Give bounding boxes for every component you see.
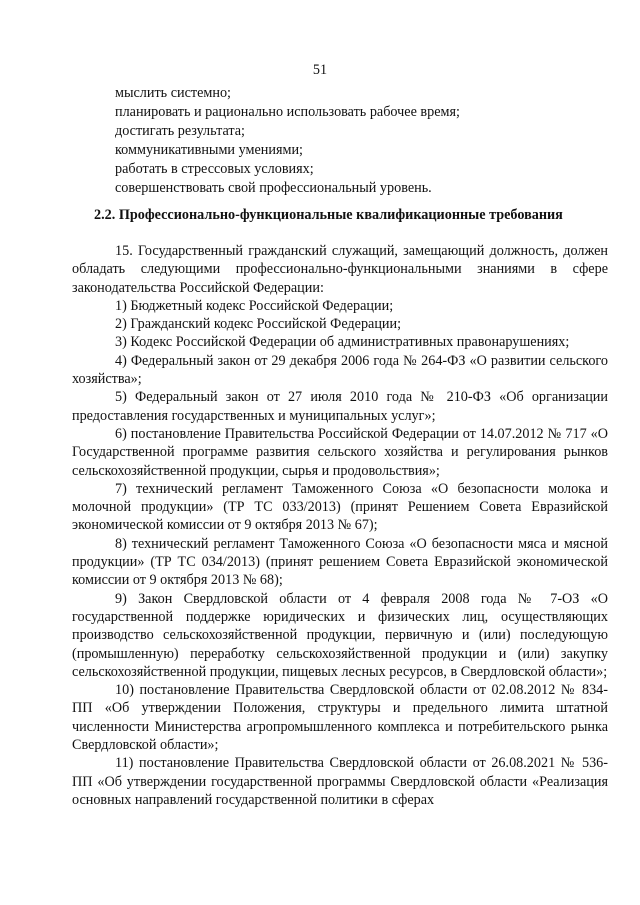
list-item: 4) Федеральный закон от 29 декабря 2006 года № 264-ФЗ «О развитии сельского хозяйства»;	[72, 352, 608, 388]
skill-item: совершенствовать свой профессиональный уровень.	[115, 180, 432, 196]
list-item: 8) технический регламент Таможенного Союза «О безопасности мяса и мясной продукции» (ТР ТС 034/2013) (принят решением Совета Евразийской экономической комиссии от 9 октября 2013 № 68);	[72, 535, 608, 589]
skill-item: достигать результата;	[115, 123, 245, 139]
list-item: 6) постановление Правительства Российской Федерации от 14.07.2012 № 717 «О Государственной программе развития сельского хозяйства и регулирования рынков сельскохозяйственной продукции, сырья и продовольствия»;	[72, 425, 608, 479]
list-item: 2) Гражданский кодекс Российской Федерации;	[115, 316, 402, 333]
skill-item: коммуникативными умениями;	[115, 142, 303, 158]
list-item: 1) Бюджетный кодекс Российской Федерации;	[115, 297, 394, 314]
list-item: 3) Кодекс Российской Федерации об административных правонарушениях;	[115, 334, 570, 351]
paragraph: 15. Государственный гражданский служащий, замещающий должность, должен обладать следующими профессионально-функциональными знаниями в сфере законодательства Российской Федерации:	[72, 243, 608, 296]
skill-item: работать в стрессовых условиях;	[115, 161, 314, 177]
document-body	[72, 242, 608, 809]
list-item: 7) технический регламент Таможенного Союза «О безопасности молока и молочной продукции» (ТР ТС 033/2013) (принят Решением Совета Евразийской экономической комиссии от 9 октября 2013 № 67);	[72, 480, 608, 534]
skills-list	[115, 84, 575, 198]
section-heading: 2.2. Профессионально-функциональные квалификационные требования	[94, 207, 563, 223]
list-item: 11) постановление Правительства Свердловской области от 26.08.2021 № 536-ПП «Об утверждении государственной программы Свердловской области «Реализация основных направлений государственной политики в сферах	[72, 755, 608, 808]
skill-item: мыслить системно;	[115, 85, 231, 101]
page-number: 51	[312, 62, 328, 78]
list-item: 9) Закон Свердловской области от 4 февраля 2008 года № 7-ОЗ «О государственной поддержке юридических и физических лиц, осуществляющих производство сельскохозяйственной продукции, первичную и (или) последующую (промышленную) переработку сельскохозяйственной продукции и (или) закупку сельскохозяйственной продукции, пищевых лесных ресурсов, в Свердловской области»;	[72, 590, 608, 680]
list-item: 10) постановление Правительства Свердловской области от 02.08.2012 № 834-ПП «Об утверждении Положения, структуры и предельного лимита штатной численности Министерства агропромышленного комплекса и потребительского рынка Свердловской области»;	[72, 682, 608, 754]
skill-item: планировать и рационально использовать рабочее время;	[115, 104, 460, 120]
list-item: 5) Федеральный закон от 27 июля 2010 года № 210-ФЗ «Об организации предоставления государственных и муниципальных услуг»;	[72, 389, 608, 424]
